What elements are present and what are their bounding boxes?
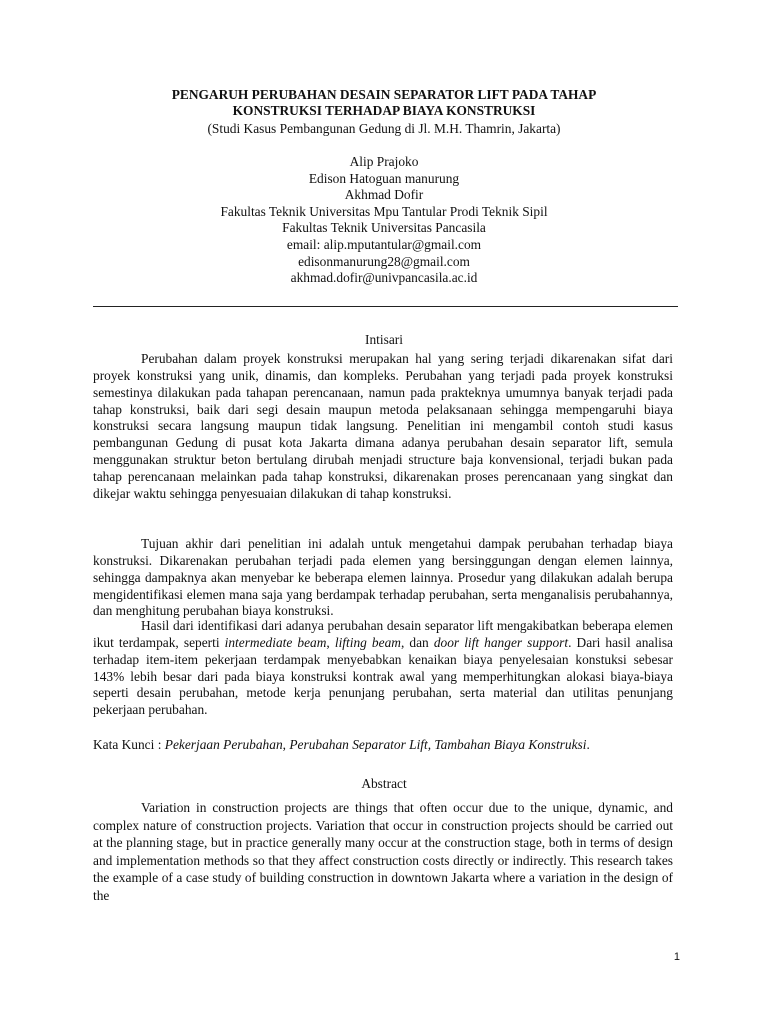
author-name: Edison Hatoguan manurung	[308, 170, 460, 186]
italic-term: door lift hanger support	[433, 634, 569, 650]
email: edisonmanurung28@gmail.com	[298, 253, 470, 269]
keyword: Pekerjaan Perubahan	[164, 737, 283, 752]
header-divider	[93, 306, 678, 307]
keywords-label: Kata Kunci :	[93, 737, 165, 752]
text-run: . Dari hasil analisa terhadap item-item pekerjaan terdampak menyebabkan kenaikan biaya penyelesaian konstuksi sebesar 143% lebih besar dari pada biaya konstruksi kontrak awal yang memperhitungkan alokasi biaya-biaya seperti desain perubahan, metode kerja penunjang perubahan, serta material dan utilitas penunjang pekerjaan perubahan.	[93, 634, 673, 718]
author-name: Akhmad Dofir	[344, 187, 424, 203]
abstract-heading: Abstract	[361, 776, 407, 791]
email: email: alip.mputantular@gmail.com	[286, 236, 482, 252]
affiliation: Fakultas Teknik Universitas Pancasila	[282, 220, 486, 236]
italic-term: intermediate beam	[224, 634, 327, 650]
page-number: 1	[673, 951, 680, 963]
abstract-paragraph-1: Variation in construction projects are things that often occur due to the unique, dynamic, and complex nature of construction projects. Variation that occur in construction projects should be carried out at the planning stage, but in practice generally many occur at the construction stage, both in terms of design and implementation methods so that they affect construction costs directly or indirectly. This research takes the example of a case study of building construction in downtown Jakarta where a variation in the design of the	[93, 800, 673, 903]
text-run: Hasil dari identifikasi dari adanya perubahan desain separator lift mengakibatkan beberapa elemen ikut terdampak, seperti	[93, 618, 673, 650]
intisari-paragraph-2: Tujuan akhir dari penelitian ini adalah untuk mengetahui dampak perubahan terhadap biaya konstruksi. Dikarenakan perubahan terjadi pada elemen yang bersinggungan dengan elemen lainnya, sehingga dampaknya akan menyebar ke beberapa elemen lainnya. Prosedur yang dilakukan adalah berupa mengidentifikasi elemen mana saja yang berdampak terhadap perubahan, serta menganalisis perubahannya, dan menghitung perubahan biaya konstruksi.	[93, 536, 673, 619]
affiliation: Fakultas Teknik Universitas Mpu Tantular Prodi Teknik Sipil	[220, 203, 548, 219]
keyword: Perubahan Separator Lift, Tambahan Biaya Konstruksi	[289, 737, 587, 752]
title-line-1: PENGARUH PERUBAHAN DESAIN SEPARATOR LIFT PADA TAHAP	[171, 87, 597, 102]
title-line-2: KONSTRUKSI TERHADAP BIAYA KONSTRUKSI	[232, 103, 536, 118]
intisari-paragraph-3	[93, 618, 673, 719]
keywords-line	[93, 736, 678, 753]
intisari-heading: Intisari	[365, 332, 403, 347]
text-run: ,	[282, 737, 290, 752]
text-run: .	[586, 737, 590, 752]
italic-term: lifting beam	[334, 634, 401, 650]
text-run: , dan	[400, 634, 434, 650]
author-name: Alip Prajoko	[349, 154, 419, 169]
paper-subtitle: (Studi Kasus Pembangunan Gedung di Jl. M.H. Thamrin, Jakarta)	[207, 121, 561, 136]
text-run: ,	[326, 634, 335, 650]
email: akhmad.dofir@univpancasila.ac.id	[290, 270, 478, 286]
paper-title	[90, 87, 678, 119]
intisari-paragraph-1: Perubahan dalam proyek konstruksi merupakan hal yang sering terjadi dikarenakan sifat dari proyek konstruksi yang unik, dinamis, dan kompleks. Perubahan yang terjadi pada proyek konstruksi semestinya dilakukan pada tahapan perencanaan, namun pada prakteknya umumnya banyak terjadi pada tahap konstruksi, baik dari segi desain maupun metoda pelaksanaan sehingga mempengaruhi biaya konstruksi secara langsung maupun tidak langsung. Penelitian ini mengambil contoh studi kasus pembangunan Gedung di pusat kota Jakarta dimana adanya perubahan desain separator lift, semula menggunakan struktur beton bertulang dirubah menjadi structure baja konvensional, terjadi bukan pada tahap perencanaan melainkan pada tahap konstruksi, dikarenakan proses perencanaan yang singkat dan dikejar waktu sehingga penyesuaian dilakukan di tahap konstruksi.	[93, 351, 673, 501]
author-block	[90, 154, 678, 287]
